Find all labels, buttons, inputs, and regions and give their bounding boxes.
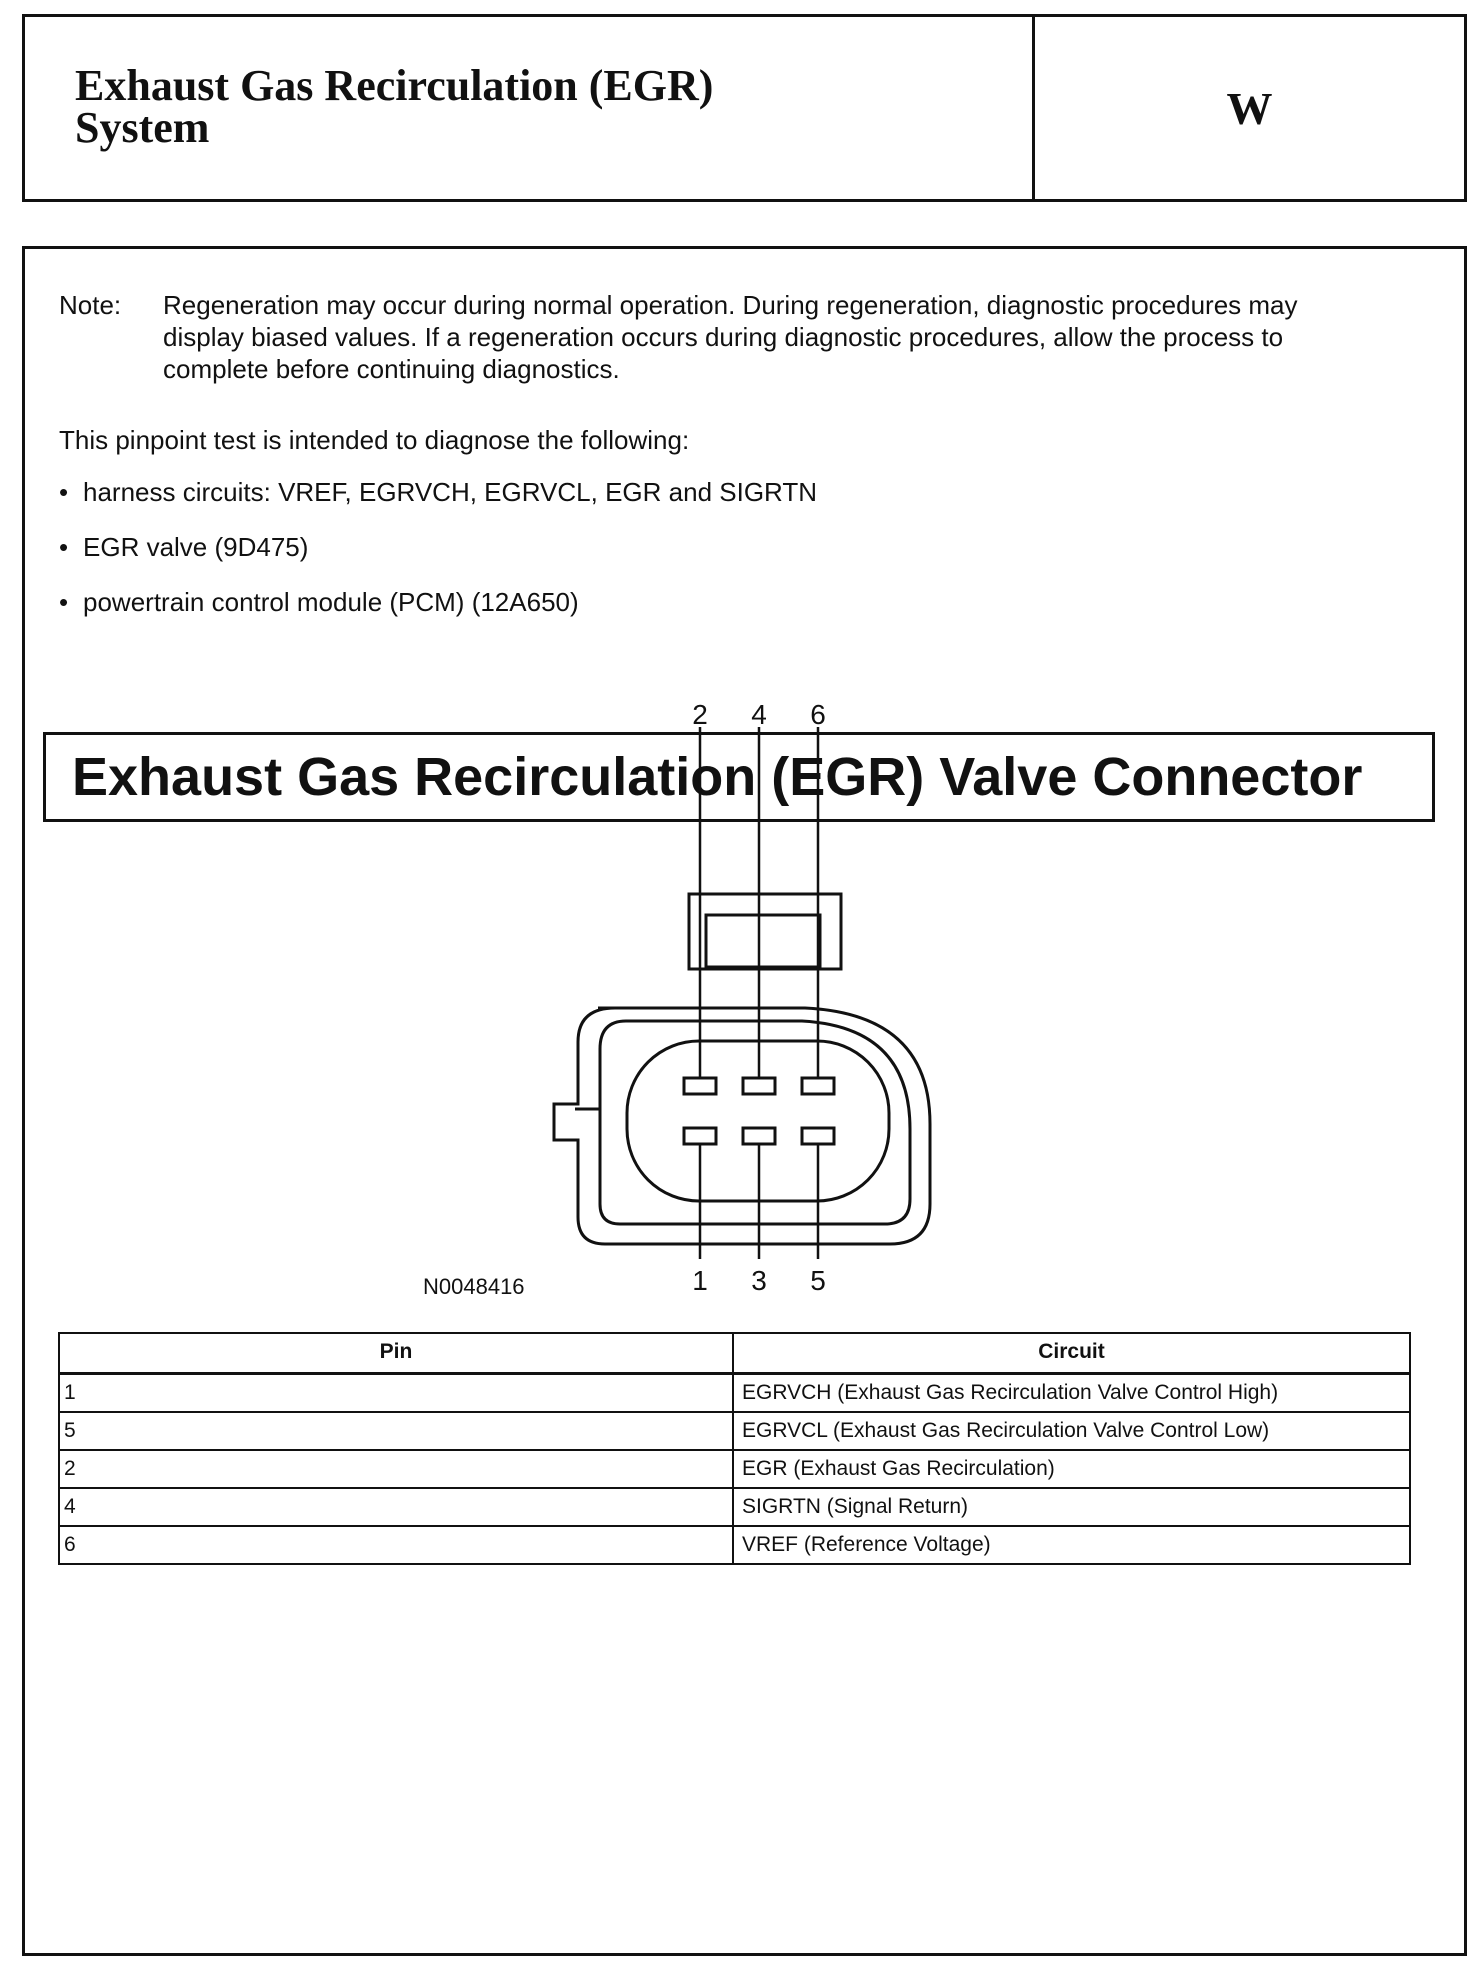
pin-label-bottom: 5 <box>810 1265 826 1296</box>
pin-label-top: 6 <box>810 699 826 730</box>
connector-housing-inner <box>575 1021 910 1224</box>
content-box <box>22 246 1467 1956</box>
list-item: • harness circuits: VREF, EGRVCH, EGRVCL, EGR and SIGRTN <box>59 477 817 532</box>
figure-id: N0048416 <box>423 1274 525 1299</box>
table-row <box>59 1526 1410 1564</box>
table-row <box>59 1450 1410 1488</box>
note-label: Note: <box>59 290 122 320</box>
pin-cell: 2 <box>59 1450 733 1488</box>
circuit-cell: EGR (Exhaust Gas Recirculation) <box>733 1450 1410 1488</box>
pin-1-terminal <box>684 1128 716 1144</box>
column-header-circuit: Circuit <box>733 1333 1410 1374</box>
list-item: • powertrain control module (PCM) (12A650) <box>59 587 817 642</box>
table-header-row <box>59 1333 1410 1374</box>
table-row <box>59 1374 1410 1413</box>
page-title <box>75 61 714 152</box>
circuit-cell: EGRVCL (Exhaust Gas Recirculation Valve Control Low) <box>733 1412 1410 1450</box>
pin-circuit-table <box>58 1332 1411 1565</box>
pin-cell: 4 <box>59 1488 733 1526</box>
list-item: • EGR valve (9D475) <box>59 532 817 587</box>
title-line-2: System <box>75 103 210 152</box>
latch <box>706 915 820 967</box>
circuit-cell: EGRVCH (Exhaust Gas Recirculation Valve Control High) <box>733 1374 1410 1413</box>
pin-cell: 1 <box>59 1374 733 1413</box>
connector-diagram <box>25 249 1470 1349</box>
pin-2-terminal <box>684 1078 716 1094</box>
table-row <box>59 1412 1410 1450</box>
pin-6-terminal <box>802 1078 834 1094</box>
pin-cell: 6 <box>59 1526 733 1564</box>
pin-label-top: 2 <box>692 699 708 730</box>
note-text: Regeneration may occur during normal operation. During regeneration, diagnostic procedures may display biased values. If a regeneration occurs during diagnostic procedures, allow the process to complete before continuing diagnostics. <box>163 290 1298 384</box>
connector-title: Exhaust Gas Recirculation (EGR) Valve Connector <box>43 732 1435 822</box>
pin-cell: 5 <box>59 1412 733 1450</box>
pin-3-terminal <box>743 1128 775 1144</box>
circuit-cell: SIGRTN (Signal Return) <box>733 1488 1410 1526</box>
table-row <box>59 1488 1410 1526</box>
circuit-cell: VREF (Reference Voltage) <box>733 1526 1410 1564</box>
pin-5-terminal <box>802 1128 834 1144</box>
pin-label-bottom: 3 <box>751 1265 767 1296</box>
section-code: W <box>1226 82 1273 134</box>
intro-text: This pinpoint test is intended to diagnose the following: <box>59 425 690 455</box>
header-box <box>22 14 1467 202</box>
pin-4-terminal <box>743 1078 775 1094</box>
pin-label-bottom: 1 <box>692 1265 708 1296</box>
title-line-1: Exhaust Gas Recirculation (EGR) <box>75 61 714 110</box>
column-header-pin: Pin <box>59 1333 733 1374</box>
pin-label-top: 4 <box>751 699 767 730</box>
